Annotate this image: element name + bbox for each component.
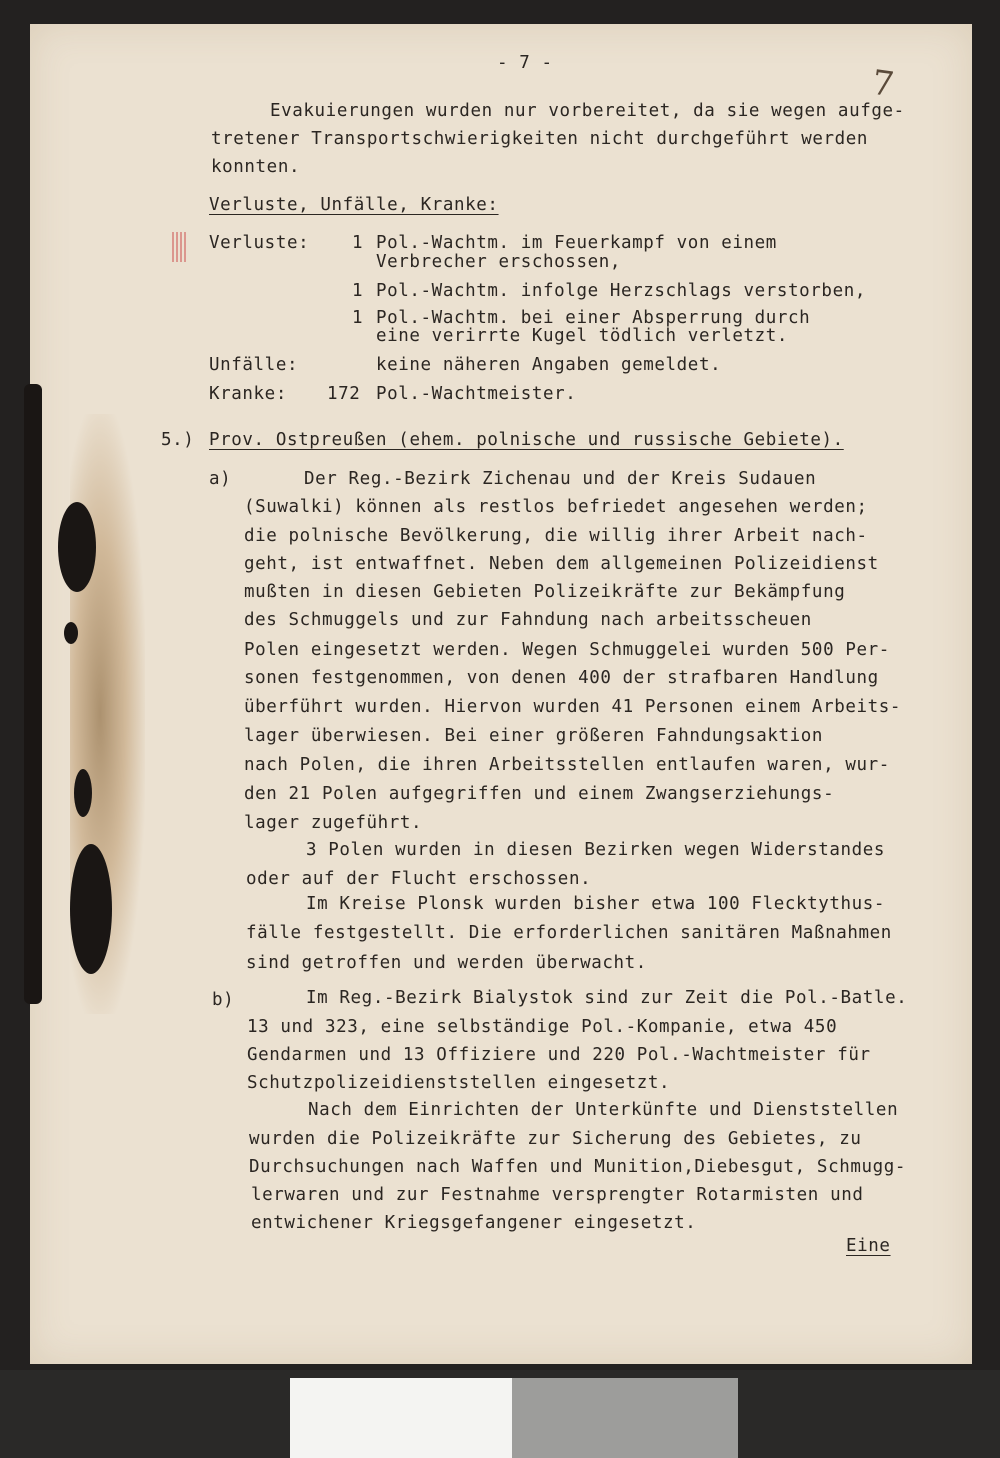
white-calibration-card bbox=[290, 1378, 512, 1458]
label-unfaelle: Unfälle: bbox=[209, 355, 299, 375]
section-heading: Verluste, Unfälle, Kranke: bbox=[209, 195, 499, 215]
text-line: lager zugeführt. bbox=[244, 813, 423, 833]
text-line: die polnische Bevölkerung, die willig ihrer Arbeit nach- bbox=[244, 526, 868, 546]
text-line: Der Reg.-Bezirk Zichenau und der Kreis Sudauen bbox=[304, 469, 817, 489]
text-line: geht, ist entwaffnet. Neben dem allgemeinen Polizeidienst bbox=[244, 554, 879, 574]
text-line: den 21 Polen aufgegriffen und einem Zwangserziehungs- bbox=[244, 784, 835, 804]
text-line: tretener Transportschwierigkeiten nicht durchgeführt werden bbox=[211, 129, 869, 149]
text-line: des Schmuggels und zur Fahndung nach arbeitsscheuen bbox=[244, 610, 812, 630]
handwritten-page-number: 7 bbox=[869, 62, 897, 106]
text-line: Gendarmen und 13 Offiziere und 220 Pol.-Wachtmeister für bbox=[247, 1045, 871, 1065]
text-line: Schutzpolizeidienststellen eingesetzt. bbox=[247, 1073, 671, 1093]
label-kranke: Kranke: bbox=[209, 384, 287, 404]
count: 172 bbox=[327, 384, 361, 404]
text-line: mußten in diesen Gebieten Polizeikräfte zur Bekämpfung bbox=[244, 582, 846, 602]
count: 1 bbox=[352, 281, 364, 301]
text-line: sonen festgenommen, von denen 400 der strafbaren Handlung bbox=[244, 668, 879, 688]
label-verluste: Verluste: bbox=[209, 233, 310, 253]
item-label: a) bbox=[209, 469, 232, 489]
text-line: Pol.-Wachtm. infolge Herzschlags verstorben, bbox=[376, 281, 866, 301]
text-line: 13 und 323, eine selbständige Pol.-Kompanie, etwa 450 bbox=[247, 1017, 838, 1037]
page-number: - 7 - bbox=[497, 53, 553, 73]
text-line: (Suwalki) können als restlos befriedet angesehen werden; bbox=[244, 497, 868, 517]
text-line: nach Polen, die ihren Arbeitsstellen entlaufen waren, wur- bbox=[244, 755, 890, 775]
text-line: Nach dem Einrichten der Unterkünfte und Dienststellen bbox=[308, 1100, 899, 1120]
text-line: Verbrecher erschossen, bbox=[376, 252, 621, 272]
text-line: oder auf der Flucht erschossen. bbox=[246, 869, 592, 889]
text-line: Durchsuchungen nach Waffen und Munition,Diebesgut, Schmugg- bbox=[249, 1157, 907, 1177]
text-line: Pol.-Wachtm. im Feuerkampf von einem bbox=[376, 233, 777, 253]
text-line: lerwaren und zur Festnahme versprengter Rotarmisten und bbox=[251, 1185, 864, 1205]
text-line: entwichener Kriegsgefangener eingesetzt. bbox=[251, 1213, 697, 1233]
count: 1 bbox=[352, 308, 364, 328]
text-line: überführt wurden. Hiervon wurden 41 Personen einem Arbeits- bbox=[244, 697, 902, 717]
text-line: Pol.-Wachtm. bei einer Absperrung durch bbox=[376, 308, 811, 328]
text-line: Polen eingesetzt werden. Wegen Schmuggelei wurden 500 Per- bbox=[244, 640, 890, 660]
grey-calibration-card bbox=[512, 1378, 738, 1458]
text-line: keine näheren Angaben gemeldet. bbox=[376, 355, 722, 375]
count: 1 bbox=[352, 233, 364, 253]
text-line: 3 Polen wurden in diesen Bezirken wegen Widerstandes bbox=[306, 840, 886, 860]
section-title: Prov. Ostpreußen (ehem. polnische und russische Gebiete). bbox=[209, 430, 844, 450]
text-line: Evakuierungen wurden nur vorbereitet, da sie wegen aufge- bbox=[270, 101, 905, 121]
text-line: eine verirrte Kugel tödlich verletzt. bbox=[376, 326, 789, 346]
text-line: konnten. bbox=[211, 157, 301, 177]
text-line: Im Kreise Plonsk wurden bisher etwa 100 Flecktythus- bbox=[306, 894, 886, 914]
catchword: Eine bbox=[846, 1236, 891, 1256]
text-line: sind getroffen und werden überwacht. bbox=[246, 953, 647, 973]
item-label: b) bbox=[212, 990, 235, 1010]
text-line: fälle festgestellt. Die erforderlichen sanitären Maßnahmen bbox=[246, 923, 892, 943]
text-line: lager überwiesen. Bei einer größeren Fahndungsaktion bbox=[244, 726, 824, 746]
text-line: wurden die Polizeikräfte zur Sicherung des Gebietes, zu bbox=[249, 1129, 862, 1149]
section-number: 5.) bbox=[161, 430, 195, 450]
text-line: Im Reg.-Bezirk Bialystok sind zur Zeit die Pol.-Batle. bbox=[306, 988, 908, 1008]
text-line: Pol.-Wachtmeister. bbox=[376, 384, 577, 404]
